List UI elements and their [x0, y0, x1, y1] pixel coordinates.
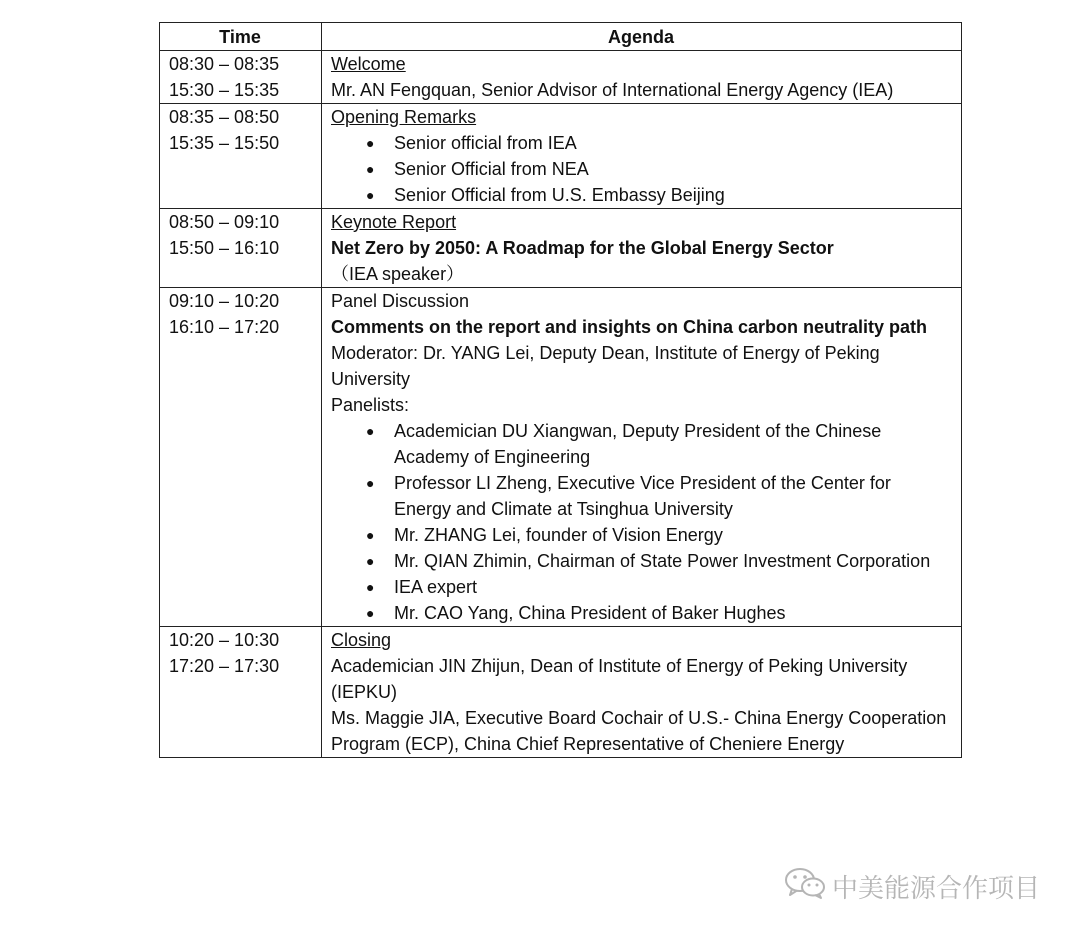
bullet-icon: ●: [366, 579, 375, 595]
session-title: Panel Discussion: [331, 291, 470, 311]
bullet-icon: ●: [366, 605, 375, 621]
bullet-icon: ●: [366, 423, 375, 439]
time-slot: 15:30 – 15:35: [169, 80, 280, 100]
list-item: ● Academician DU Xiangwan, Deputy President of the Chinese Academy of Engineering: [331, 418, 951, 470]
bullet-icon: ●: [366, 527, 375, 543]
watermark-text: 中美能源合作项目: [832, 874, 1041, 904]
agenda-cell: [322, 209, 962, 288]
session-title: Closing: [331, 630, 392, 650]
agenda-header: Agenda: [322, 23, 962, 51]
session-title: Welcome: [331, 54, 406, 74]
bullet-icon: ●: [366, 553, 375, 569]
agenda-cell: [322, 627, 962, 758]
agenda-cell: [322, 288, 962, 627]
speaker-line: Mr. AN Fengquan, Senior Advisor of International Energy Agency (IEA): [331, 80, 894, 100]
panelists-label: Panelists:: [331, 395, 410, 415]
time-slot: 08:50 – 09:10: [169, 212, 280, 232]
time-cell: [160, 51, 322, 104]
speaker-list: [331, 130, 951, 208]
session-title: Opening Remarks: [331, 107, 477, 127]
list-item: ● Mr. ZHANG Lei, founder of Vision Energy: [331, 522, 951, 548]
list-item: ● Mr. CAO Yang, China President of Baker Hughes: [331, 600, 951, 626]
speaker-line: Academician JIN Zhijun, Dean of Institute of Energy of Peking University (IEPKU): [331, 656, 908, 702]
time-cell: [160, 627, 322, 758]
time-cell: [160, 104, 322, 209]
panel-topic: Comments on the report and insights on China carbon neutrality path: [331, 317, 928, 337]
panelist-list: [331, 418, 951, 626]
session-title: Keynote Report: [331, 212, 457, 232]
list-item: ● IEA expert: [331, 574, 951, 600]
header-row: [160, 23, 962, 51]
agenda-row-panel: [160, 288, 962, 627]
list-item: ● Senior Official from NEA: [331, 156, 951, 182]
agenda-row-closing: [160, 627, 962, 758]
time-slot: 17:20 – 17:30: [169, 656, 280, 676]
watermark: [784, 866, 1040, 907]
list-item: ● Senior official from IEA: [331, 130, 951, 156]
list-item: ● Professor LI Zheng, Executive Vice President of the Center for Energy and Climate at Tsinghua University: [331, 470, 951, 522]
time-slot: 15:50 – 16:10: [169, 238, 280, 258]
time-header: Time: [160, 23, 322, 51]
bullet-icon: ●: [366, 135, 375, 151]
agenda-row-opening: [160, 104, 962, 209]
agenda-cell: [322, 104, 962, 209]
time-slot: 08:35 – 08:50: [169, 107, 280, 127]
time-cell: [160, 209, 322, 288]
agenda-table: [159, 22, 962, 758]
time-slot: 08:30 – 08:35: [169, 54, 280, 74]
speaker-line: Ms. Maggie JIA, Executive Board Cochair of U.S.- China Energy Cooperation Program (ECP), China Chief Representative of Cheniere Energy: [331, 708, 947, 754]
time-slot: 16:10 – 17:20: [169, 317, 280, 337]
agenda-cell: [322, 51, 962, 104]
time-cell: [160, 288, 322, 627]
list-item: ● Senior Official from U.S. Embassy Beijing: [331, 182, 951, 208]
bullet-icon: ●: [366, 161, 375, 177]
speaker-note: （IEA speaker）: [331, 264, 465, 284]
wechat-icon: [784, 866, 832, 907]
report-title: Net Zero by 2050: A Roadmap for the Global Energy Sector: [331, 238, 834, 258]
time-slot: 15:35 – 15:50: [169, 133, 280, 153]
time-slot: 10:20 – 10:30: [169, 630, 280, 650]
list-item: ● Mr. QIAN Zhimin, Chairman of State Power Investment Corporation: [331, 548, 951, 574]
bullet-icon: ●: [366, 187, 375, 203]
agenda-row-keynote: [160, 209, 962, 288]
moderator-line: Moderator: Dr. YANG Lei, Deputy Dean, Institute of Energy of Peking University: [331, 343, 880, 389]
time-slot: 09:10 – 10:20: [169, 291, 280, 311]
agenda-row-welcome: [160, 51, 962, 104]
bullet-icon: ●: [366, 475, 375, 491]
